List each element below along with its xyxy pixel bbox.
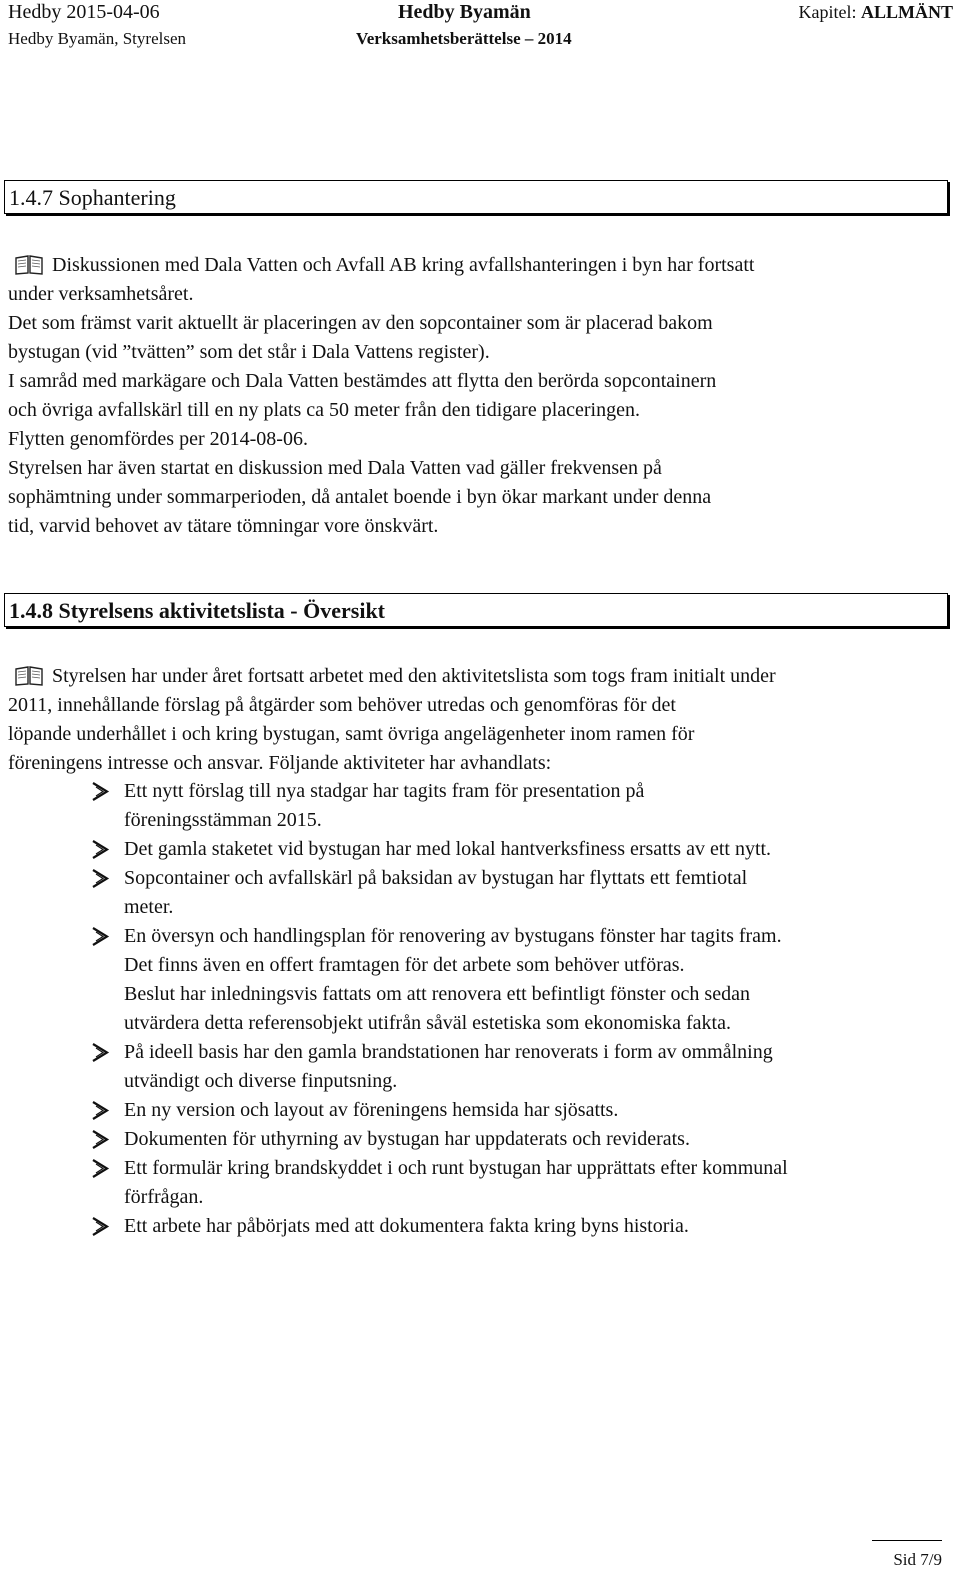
header-date: Hedby 2015-04-06 bbox=[8, 1, 160, 23]
list-item-line: Sopcontainer och avfallskärl på baksidan av bystugan har flyttats ett femtiotal bbox=[124, 867, 748, 889]
arrowhead-bullet-icon bbox=[90, 835, 110, 864]
arrowhead-bullet-icon bbox=[90, 864, 110, 893]
list-item bbox=[90, 1154, 950, 1212]
text-line: under verksamhetsåret. bbox=[8, 283, 194, 305]
section-heading-sophantering: 1.4.7 Sophantering bbox=[4, 180, 948, 214]
arrowhead-bullet-icon bbox=[90, 1096, 110, 1125]
header-org: Hedby Byamän bbox=[398, 1, 531, 23]
text-line: Diskussionen med Dala Vatten och Avfall AB kring avfallshanteringen i byn har fortsatt bbox=[52, 254, 755, 276]
list-item-line: En översyn och handlingsplan för renovering av bystugans fönster har tagits fram. bbox=[124, 925, 782, 947]
text-line: bystugan (vid ”tvätten” som det står i Dala Vattens register). bbox=[8, 341, 490, 363]
list-item-line: Dokumenten för uthyrning av bystugan har uppdaterats och reviderats. bbox=[124, 1128, 690, 1150]
list-item bbox=[90, 1038, 950, 1096]
text-line: och övriga avfallskärl till en ny plats ca 50 meter från den tidigare placeringen. bbox=[8, 399, 640, 421]
text-line: tid, varvid behovet av tätare tömningar vore önskvärt. bbox=[8, 515, 439, 537]
list-item-line: Det gamla staketet vid bystugan har med lokal hantverksfiness ersatts av ett nytt. bbox=[124, 838, 772, 860]
text-line: löpande underhållet i och kring bystugan, samt övriga angelägenheter inom ramen för bbox=[8, 723, 695, 745]
list-item-line: meter. bbox=[124, 896, 174, 918]
list-item bbox=[90, 922, 950, 1038]
page-number: Sid 7/9 bbox=[893, 1550, 942, 1569]
section-heading-aktivitetslista: 1.4.8 Styrelsens aktivitetslista - Översikt bbox=[4, 593, 948, 627]
arrowhead-bullet-icon bbox=[90, 1125, 110, 1154]
arrowhead-bullet-icon bbox=[90, 777, 110, 806]
list-item bbox=[90, 1096, 950, 1125]
book-icon bbox=[14, 666, 44, 686]
list-item-line: Det finns även en offert framtagen för det arbete som behöver utföras. bbox=[124, 954, 685, 976]
text-line: Styrelsen har under året fortsatt arbetet med den aktivitetslista som togs fram initialt under bbox=[52, 665, 776, 687]
header-chapter-prefix: Kapitel: bbox=[798, 2, 857, 22]
list-item-line: På ideell basis har den gamla brandstationen har renoverats i form av ommålning bbox=[124, 1041, 773, 1063]
list-item-line: utvärdera detta referensobjekt utifrån såväl estetiska som ekonomiska fakta. bbox=[124, 1012, 731, 1034]
arrowhead-bullet-icon bbox=[90, 1154, 110, 1183]
text-line: Flytten genomfördes per 2014-08-06. bbox=[8, 428, 308, 450]
header-document-title: Verksamhetsberättelse – 2014 bbox=[356, 29, 572, 48]
list-item bbox=[90, 864, 950, 922]
list-item bbox=[90, 835, 950, 864]
list-item-line: förfrågan. bbox=[124, 1186, 204, 1208]
list-item-line: Beslut har inledningsvis fattats om att renovera ett befintligt fönster och sedan bbox=[124, 983, 750, 1005]
header-chapter-name: ALLMÄNT bbox=[860, 2, 953, 22]
text-line: Styrelsen har även startat en diskussion med Dala Vatten vad gäller frekvensen på bbox=[8, 457, 662, 479]
text-line: I samråd med markägare och Dala Vatten bestämdes att flytta den berörda sopcontainern bbox=[8, 370, 717, 392]
list-item-line: utvändigt och diverse finputsning. bbox=[124, 1070, 398, 1092]
text-line: 2011, innehållande förslag på åtgärder som behöver utredas och genomföras för det bbox=[8, 694, 676, 716]
text-line: sophämtning under sommarperioden, då antalet boende i byn ökar markant under denna bbox=[8, 486, 712, 508]
list-item-line: föreningsstämman 2015. bbox=[124, 809, 322, 831]
activity-list bbox=[90, 777, 950, 1241]
arrowhead-bullet-icon bbox=[90, 1038, 110, 1067]
book-icon bbox=[14, 255, 44, 275]
list-item bbox=[90, 777, 950, 835]
text-line: Det som främst varit aktuellt är placeringen av den sopcontainer som är placerad bakom bbox=[8, 312, 713, 334]
list-item bbox=[90, 1125, 950, 1154]
list-item-line: Ett arbete har påbörjats med att dokumentera fakta kring byns historia. bbox=[124, 1215, 689, 1237]
text-line: föreningens intresse och ansvar. Följande aktiviteter har avhandlats: bbox=[8, 752, 552, 774]
list-item-line: En ny version och layout av föreningens hemsida har sjösatts. bbox=[124, 1099, 619, 1121]
list-item-line: Ett formulär kring brandskyddet i och runt bystugan har upprättats efter kommunal bbox=[124, 1157, 788, 1179]
arrowhead-bullet-icon bbox=[90, 922, 110, 951]
footer-rule bbox=[872, 1540, 942, 1541]
list-item-line: Ett nytt förslag till nya stadgar har tagits fram för presentation på bbox=[124, 780, 645, 802]
section-sophantering-body bbox=[8, 251, 948, 541]
arrowhead-bullet-icon bbox=[90, 1212, 110, 1241]
list-item bbox=[90, 1212, 950, 1241]
header-author: Hedby Byamän, Styrelsen bbox=[8, 29, 186, 48]
header-chapter bbox=[799, 0, 954, 24]
section-aktivitetslista-intro bbox=[8, 662, 948, 778]
